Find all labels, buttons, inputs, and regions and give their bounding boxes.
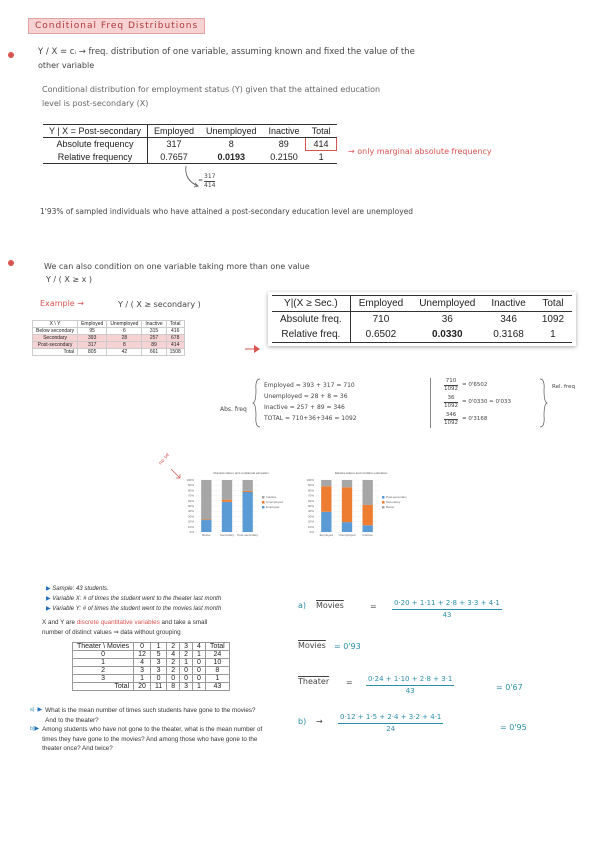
answer-movies-result: = 0'93: [334, 642, 361, 651]
chart-right-title: Relative labour and condition education: [334, 471, 388, 475]
t4-r0c3: 4: [167, 651, 180, 659]
slide-questions: [30, 706, 266, 754]
legend-label: Employed: [266, 505, 280, 509]
t4-r4c2: 11: [150, 683, 166, 691]
t1-r0c0: Absolute frequency: [43, 138, 147, 151]
bar-employed: [222, 502, 232, 532]
conditional-table: [43, 124, 337, 164]
bar-inactive: [243, 480, 253, 491]
t3-r0c1: 95: [78, 328, 107, 335]
answer-movies-result-label: Movies: [298, 641, 326, 650]
chart-relative-labour: [302, 468, 420, 540]
tick-label: 40%: [187, 509, 194, 514]
answer-theater-result: = 0'67: [496, 683, 523, 692]
chart-absolute-labour: [182, 468, 300, 540]
answer-b-arrow: →: [316, 717, 323, 726]
t4-h4: 3: [180, 643, 193, 651]
tick-label: 60%: [307, 498, 314, 503]
t1-r1c0: Relative frequency: [43, 151, 147, 164]
legend-swatch: [262, 501, 265, 504]
t2-r0c4: 1092: [541, 314, 565, 325]
t2-r1c0: Relative freq.: [272, 327, 350, 343]
t3-r3c1: 805: [78, 349, 107, 356]
t2-h3: Inactive: [483, 296, 533, 312]
legend-swatch: [262, 496, 265, 499]
bar-secondary: [363, 505, 373, 525]
t3-h0: X \ Y: [33, 321, 78, 328]
t3-r1c2: 28: [107, 335, 142, 342]
s1-line2: other variable: [38, 61, 95, 70]
t2-r1c3: 0.3168: [483, 327, 533, 343]
t4-r2c2: 3: [150, 667, 166, 675]
answer-movies-fraction: 0·20 + 1·11 + 2·8 + 3·3 + 4·1 43: [394, 599, 500, 619]
bar-secondary: [342, 487, 352, 522]
tick-label: 90%: [307, 483, 314, 488]
t4-h5: 4: [193, 643, 206, 651]
calc-inactive: Inactive = 257 + 89 = 346: [264, 404, 345, 411]
t2-r0c1: 710: [372, 314, 390, 325]
t1-r1c4: 1: [306, 151, 337, 164]
t4-row: [73, 683, 230, 691]
answer-b-fraction: 0·12 + 1·5 + 2·4 + 3·2 + 4·1 24: [340, 713, 442, 733]
legend-swatch: [382, 496, 385, 499]
bullet-1: [8, 52, 14, 58]
t1-r1c2: 0.0193: [200, 151, 263, 164]
t4-r3c3: 0: [167, 675, 180, 683]
tick-label: 0%: [189, 530, 194, 534]
s1-line3: Conditional distribution for employment status (Y) given that the attained education: [42, 85, 381, 94]
t3-h3: Inactive: [142, 321, 166, 328]
s2-line2: Y / ( X ≥ x ): [46, 275, 92, 284]
page-title: Conditional Freq Distributions: [28, 18, 205, 34]
answer-b-result: = 0'95: [500, 723, 527, 732]
answer-b-label: b): [298, 717, 307, 726]
t3-h1: Employed: [78, 321, 107, 328]
tick-label: 60%: [187, 498, 194, 503]
brace-right-icon: [538, 378, 548, 428]
tick-label: 10%: [307, 524, 314, 529]
bar-employed: [243, 492, 253, 532]
t4-r2c4: 0: [180, 667, 193, 675]
s1-line4: level is post-secondary (X): [42, 99, 149, 108]
t2-r0c2: 36: [441, 314, 453, 325]
legend-label: Secondary: [386, 500, 401, 504]
t1-h4: Total: [306, 125, 337, 138]
tick-label: 20%: [307, 519, 314, 524]
t3-h4: Total: [166, 321, 184, 328]
t4-r2c6: 8: [205, 667, 229, 675]
category-label: Post-secondary: [237, 533, 259, 537]
calc-total: TOTAL = 710+36+346 = 1092: [264, 415, 357, 422]
t4-r4c4: 3: [180, 683, 193, 691]
rel-unemployed: $\frac{36}{1092}$ = 0'0330 ≃ 0'033: [444, 395, 511, 409]
t1-r0c2: 8: [228, 139, 234, 150]
t3-r1c0: Secondary: [33, 335, 78, 342]
t3-r0c4: 416: [166, 328, 184, 335]
t4-r1c3: 2: [167, 659, 180, 667]
tick-label: 50%: [307, 504, 314, 508]
legend-swatch: [382, 506, 385, 509]
t4-r3c4: 0: [180, 675, 193, 683]
only-marginal-note: → only marginal absolute frequency: [348, 147, 492, 156]
brace-left-icon: [252, 378, 262, 428]
bar-unemployed: [243, 491, 253, 492]
slide-block: [46, 584, 266, 614]
t3-r3c4: 1508: [166, 349, 184, 356]
t2-h2: Unemployed: [411, 296, 483, 312]
tick-label: 80%: [187, 488, 194, 493]
category-label: Employed: [319, 533, 334, 537]
question-b: b) ▶ Among students who have not gone to the theater, what is the mean number of times they have gone to the movies? And among those who have gone to the theater once? And twice?: [30, 726, 263, 752]
bar-below: [363, 480, 373, 505]
t4-h2: 1: [150, 643, 166, 651]
t4-r1c0: 1: [73, 659, 134, 667]
t3-r1c4: 678: [166, 335, 184, 342]
t2-h0: Y|(X ≥ Sec.): [272, 296, 350, 312]
tick-label: 100%: [306, 478, 314, 482]
t4-r0c4: 2: [180, 651, 193, 659]
rel-employed: $\frac{710}{1092}$ = 0'6502: [444, 378, 488, 392]
t3-r1c3: 257: [142, 335, 166, 342]
tick-label: 70%: [187, 493, 194, 498]
legend-swatch: [262, 506, 265, 509]
t4-r2c5: 0: [193, 667, 206, 675]
t1-h2: Unemployed: [200, 125, 263, 138]
bar-below: [342, 480, 352, 487]
bar-post-secondary: [363, 525, 373, 532]
rel-divider: [430, 378, 431, 428]
t1-r0c4: 414: [306, 138, 337, 151]
t1-h1: Employed: [147, 125, 200, 138]
t2-r1c1: 0.6502: [350, 327, 411, 343]
t4-r3c0: 3: [73, 675, 134, 683]
t2-r1c2: 0.0330: [411, 327, 483, 343]
t4-r3c5: 0: [193, 675, 206, 683]
rel-calc-block: [444, 378, 511, 426]
bar-unemployed: [222, 500, 232, 502]
tick-label: 90%: [187, 483, 194, 488]
answer-movies-label: Movies: [316, 601, 344, 610]
question-a: a) ▶ What is the mean number of times such students have gone to the movies? And to the theater?: [30, 707, 256, 724]
example-label: Example →: [40, 299, 84, 308]
t3-r2c3: 89: [142, 342, 166, 349]
example-formula: Y / ( X ≥ secondary ): [118, 300, 201, 309]
arrow-right-icon: [244, 343, 262, 355]
t3-r2c4: 414: [166, 342, 184, 349]
t4-r1c5: 0: [193, 659, 206, 667]
bar-unemployed: [201, 520, 211, 521]
small-contingency-table: [32, 320, 185, 356]
t4-row: [73, 651, 230, 659]
tick-label: 0%: [309, 530, 314, 534]
t4-r0c0: 0: [73, 651, 134, 659]
bar-inactive: [222, 480, 232, 500]
legend-swatch: [382, 501, 385, 504]
abs-freq-label: Abs. freq: [220, 406, 247, 413]
slide-vary: ▶ Variable Y: # of times the student went to the movies last month: [46, 606, 222, 612]
t4-r4c0: Total: [73, 683, 134, 691]
t3-r0c0: Below secondary: [33, 328, 78, 335]
t4-h3: 2: [167, 643, 180, 651]
legend-label: Post-secondary: [386, 495, 407, 499]
t1-h3: Inactive: [263, 125, 306, 138]
t2-r0c0: Absolute freq.: [272, 312, 350, 328]
answer-theater-label: Theater: [298, 677, 330, 686]
bar-post-secondary: [342, 522, 352, 532]
t4-r3c1: 1: [134, 675, 151, 683]
tick-label: 30%: [307, 514, 314, 519]
t3-r0c3: 315: [142, 328, 166, 335]
t4-h0: Theater \ Movies: [73, 643, 134, 651]
t2-h1: Employed: [350, 296, 411, 312]
tick-label: 40%: [307, 509, 314, 514]
category-label: Secondary: [219, 533, 235, 537]
t4-r0c5: 1: [193, 651, 206, 659]
t4-r3c6: 1: [205, 675, 229, 683]
t4-r3c2: 0: [150, 675, 166, 683]
t1-r1c1: 0.7657: [147, 151, 200, 164]
calc-unemployed: Unemployed = 28 + 8 = 36: [264, 393, 348, 400]
rel-inactive: $\frac{346}{1092}$ = 0'3168: [444, 412, 488, 426]
bar-below: [321, 480, 331, 486]
t3-r2c2: 8: [107, 342, 142, 349]
t4-row: [73, 667, 230, 675]
theater-movies-table: [72, 642, 230, 691]
abs-calc-block: [264, 380, 357, 424]
t3-r0c2: 6: [107, 328, 142, 335]
t4-r4c3: 8: [167, 683, 180, 691]
bar-secondary: [321, 486, 331, 511]
calc-employed: Employed = 393 + 317 = 710: [264, 382, 355, 389]
tick-label: 20%: [187, 519, 194, 524]
t4-h1: 0: [134, 643, 151, 651]
t2-r1c4: 1: [534, 327, 572, 343]
tick-label: 30%: [187, 514, 194, 519]
t1-r0c3: 89: [278, 139, 289, 150]
t4-r0c1: 12: [134, 651, 151, 659]
slide-varx: ▶ Variable X: # of times the student went to the theater last month: [46, 596, 222, 602]
bullet-2: [8, 260, 14, 266]
tick-label: 80%: [307, 488, 314, 493]
bar-post-secondary: [321, 512, 331, 532]
conditional-big-table: [268, 292, 576, 346]
s1-line1: Y / X = cᵢ → freq. distribution of one variable, assuming known and fixed the value of the: [38, 47, 415, 57]
t1-r0c1: 317: [166, 139, 182, 150]
bar-employed: [201, 520, 211, 532]
t4-r0c2: 5: [150, 651, 166, 659]
small-arrow-icon: [170, 468, 182, 480]
t4-r4c6: 43: [205, 683, 229, 691]
t4-row: [73, 659, 230, 667]
t3-h2: Unemployed: [107, 321, 142, 328]
answer-theater-eq: =: [346, 678, 353, 687]
chart-left-title: Absolute labour and conditional education: [213, 471, 269, 475]
aside-note: no se: [157, 452, 172, 467]
t4-r2c3: 2: [167, 667, 180, 675]
t4-row: [73, 675, 230, 683]
tick-label: 10%: [187, 524, 194, 529]
tick-label: 70%: [307, 493, 314, 498]
answer-a-label: a): [298, 601, 307, 610]
t1-h0: Y | X = Post-secondary: [43, 125, 147, 138]
fraction-317-414: = 317 414: [198, 173, 216, 189]
t3-r3c3: 661: [142, 349, 166, 356]
t3-r3c0: Total: [33, 349, 78, 356]
bar-inactive: [201, 480, 211, 520]
legend-label: Below: [386, 505, 395, 509]
t4-h6: Total: [205, 643, 229, 651]
answer-theater-fraction: 0·24 + 1·10 + 2·8 + 3·1 43: [368, 675, 453, 695]
t4-r4c5: 1: [193, 683, 206, 691]
t4-r1c2: 3: [150, 659, 166, 667]
legend-label: Inactive: [266, 495, 277, 499]
slide-sample: ▶ Sample: 43 students.: [46, 586, 109, 592]
category-label: Inactive: [362, 533, 373, 537]
slide-xy-text: X and Y are discrete quantitative variables and take a small number of distinct values ⇒ data without grouping: [42, 619, 208, 636]
t4-r1c4: 1: [180, 659, 193, 667]
t4-r1c6: 10: [205, 659, 229, 667]
legend-label: Unemployed: [266, 500, 283, 504]
s2-line1: We can also condition on one variable taking more than one value: [44, 262, 310, 271]
tick-label: 50%: [187, 504, 194, 508]
answer-movies-eq: =: [370, 602, 377, 611]
t3-r1c1: 393: [78, 335, 107, 342]
t4-r2c1: 3: [134, 667, 151, 675]
t1-r1c3: 0.2150: [263, 151, 306, 164]
category-label: Unemployed: [338, 533, 356, 537]
t4-r0c6: 24: [205, 651, 229, 659]
t4-r2c0: 2: [73, 667, 134, 675]
s1-conclusion: 1'93% of sampled individuals who have attained a post-secondary education level are unemployed: [40, 207, 414, 216]
t4-r1c1: 4: [134, 659, 151, 667]
t2-h4: Total: [534, 296, 572, 312]
t3-r2c1: 317: [78, 342, 107, 349]
t3-r3c2: 42: [107, 349, 142, 356]
t2-r0c3: 346: [500, 314, 517, 325]
t3-r2c0: Post-secondary: [33, 342, 78, 349]
rel-freq-label: Rel. freq: [552, 384, 575, 390]
tick-label: 100%: [186, 478, 194, 482]
t4-r4c1: 20: [134, 683, 151, 691]
category-label: Below: [202, 533, 211, 537]
